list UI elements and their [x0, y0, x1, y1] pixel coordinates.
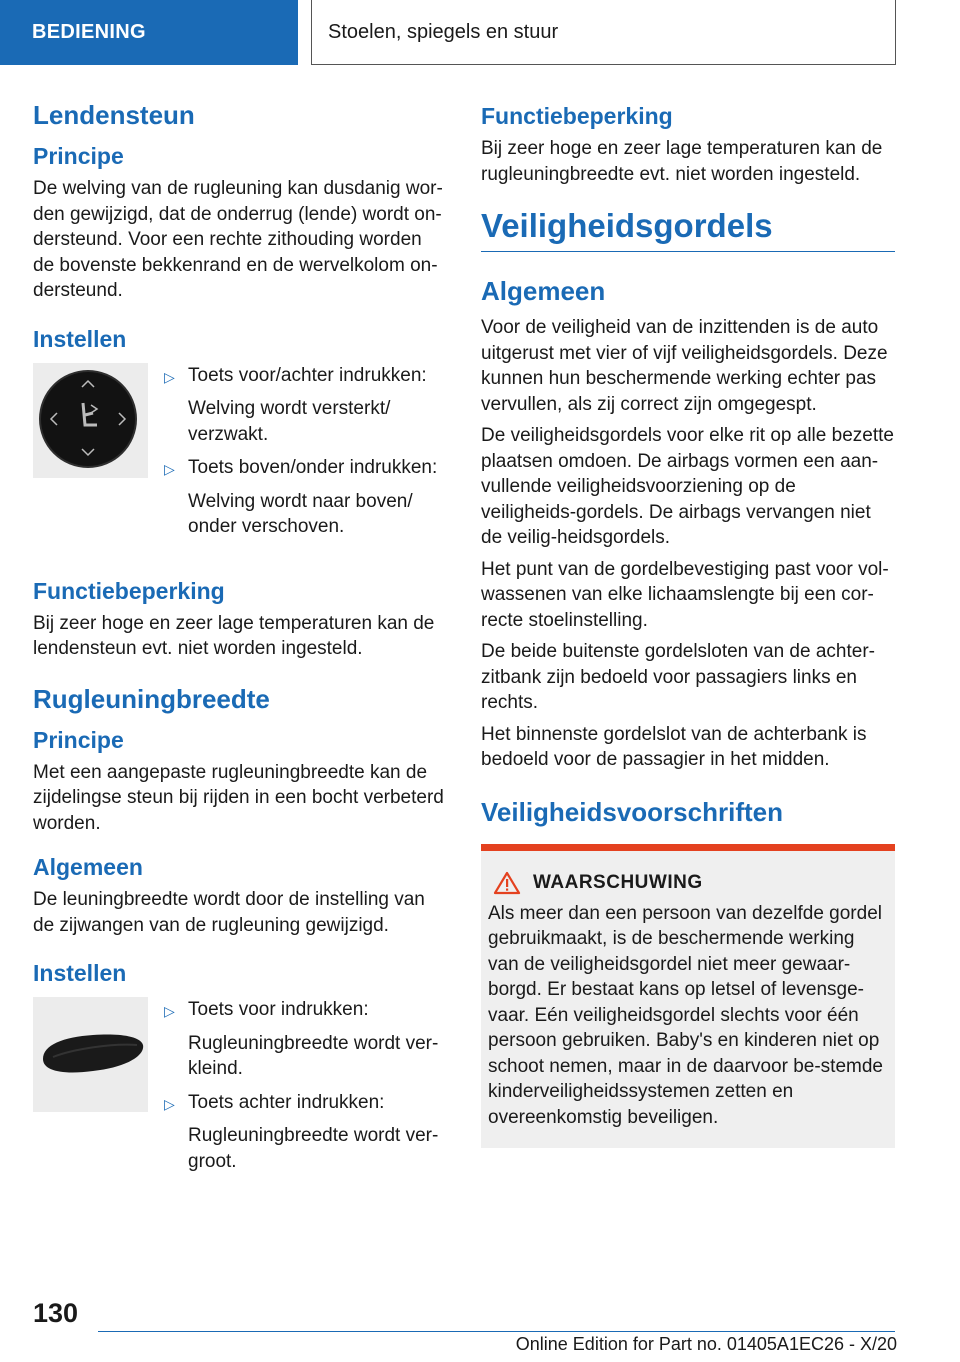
footer-divider	[98, 1331, 895, 1332]
left-column	[33, 100, 445, 1182]
step-item	[164, 1090, 445, 1118]
footer-edition: Online Edition for Part no. 01405A1EC26 - X/20	[515, 1334, 897, 1354]
warning-triangle-icon	[493, 871, 521, 895]
lendensteun-steps	[164, 363, 445, 548]
triangle-icon: ▷	[164, 1095, 175, 1112]
rugleuning-functie-title: Functiebeperking	[481, 103, 673, 129]
step-action: Toets voor indrukken:	[188, 999, 369, 1020]
step-item	[164, 455, 445, 483]
rugleuning-instellen-title: Instellen	[33, 960, 127, 986]
rugleuning-principe-text: Met een aangepaste rugleuningbreedte kan de zijdelingse steun bij rijden in een bocht verbeterd worden.	[33, 761, 444, 834]
rugleuning-title: Rugleuningbreedte	[33, 683, 270, 714]
rugleuning-principe-title: Principe	[33, 726, 124, 753]
step-action: Toets boven/onder indrukken:	[188, 457, 438, 478]
header-chapter-label: Stoelen, spiegels en stuur	[328, 20, 559, 43]
step-item	[164, 363, 445, 391]
rugleuning-algemeen-text: De leuningbreedte wordt door de instelling van de zijwangen van de rugleuning gewijzigd.	[33, 889, 425, 936]
step-result: Welving wordt naar boven/ onder verschoven.	[188, 490, 413, 537]
triangle-icon: ▷	[164, 1003, 175, 1019]
warning-header	[488, 871, 885, 895]
paragraph: De veiligheidsgordels voor elke rit op alle bezette plaatsen omdoen. De airbags vormen een aan-vullende veiligheidsvoorziening op de veiligheids-gordels. De airbags vervangen niet de veilig-heidsgordels.	[481, 425, 894, 548]
page-number: 130	[33, 1298, 79, 1328]
header-chapter	[311, 0, 896, 65]
lendensteun-functie-title: Functiebeperking	[33, 577, 225, 604]
step-result: Rugleuningbreedte wordt ver-groot.	[188, 1125, 439, 1172]
right-column	[481, 103, 895, 1148]
algemeen-title: Algemeen	[481, 276, 606, 306]
step-action: Toets voor/achter indrukken:	[188, 364, 427, 386]
header-section	[0, 0, 298, 65]
step-item	[164, 997, 445, 1025]
paragraph: De beide buitenste gordelsloten van de achter-zitbank zijn bedoeld voor passagiers links en rechts.	[481, 641, 875, 713]
rugleuning-algemeen-title: Algemeen	[33, 854, 143, 880]
voorschriften-title: Veiligheidsvoorschriften	[481, 796, 783, 827]
rugleuning-instellen	[33, 997, 445, 1182]
warning-title: WAARSCHUWING	[533, 871, 703, 893]
warning-text: Als meer dan een persoon van dezelfde gordel gebruikmaakt, is de beschermende werking van de veiligheidsgordel niet meer gewaar-borgd. Er bestaat kans op letsel of levensge-vaar. Eén veiligheidsgordel slechts voor één persoon gebruiken. Baby's en kinderen niet op schoot nemen, maar in de daarvoor be-stemde kinderveiligheidssystemen zetten en overeenkomstig beveiligen.	[488, 902, 883, 1128]
paragraph: Voor de veiligheid van de inzittenden is de auto uitgerust met vier of vijf veiligheidsgordels. Deze kunnen hun beschermende werking echter pas vervullen, als zij correct zijn omgegespt.	[481, 317, 888, 415]
rugleuning-functie-text: Bij zeer hoge en zeer lage temperaturen kan de rugleuningbreedte evt. niet worden ingesteld.	[481, 138, 883, 185]
step-result: Welving wordt versterkt/ verzwakt.	[188, 398, 391, 445]
veiligheidsgordels-title: Veiligheidsgordels	[481, 207, 895, 252]
lendensteun-instellen-title: Instellen	[33, 325, 127, 352]
header-section-label: BEDIENING	[32, 21, 146, 43]
lendensteun-principe-text: De welving van de rugleuning kan dusdanig wor-den gewijzigd, dat de onderrug (lende) wordt on-dersteund. Voor een rechte zithouding worden de bovenste bekkenrand en de wervelkolom on-dersteund.	[33, 178, 443, 301]
step-result: Rugleuningbreedte wordt ver-kleind.	[188, 1032, 439, 1079]
triangle-icon: ▷	[164, 368, 175, 385]
rugleuning-steps	[164, 997, 445, 1182]
warning-box	[481, 844, 895, 1149]
paragraph: Het punt van de gordelbevestiging past voor vol-wassenen van elke lichaamslengte bij een cor-recte stoelinstelling.	[481, 558, 889, 631]
lendensteun-functie-text: Bij zeer hoge en zeer lage temperaturen kan de lendensteun evt. niet worden ingesteld.	[33, 612, 435, 659]
lendensteun-title: Lendensteun	[33, 100, 195, 130]
lendensteun-principe-title: Principe	[33, 143, 124, 169]
lumbar-control-image	[33, 363, 148, 478]
paragraph: Het binnenste gordelslot van de achterbank is bedoeld voor de passagier in het midden.	[481, 723, 867, 770]
side-bolster-button-image	[33, 997, 148, 1112]
step-action: Toets achter indrukken:	[188, 1091, 385, 1113]
lendensteun-instellen	[33, 363, 445, 548]
triangle-icon: ▷	[164, 461, 175, 477]
